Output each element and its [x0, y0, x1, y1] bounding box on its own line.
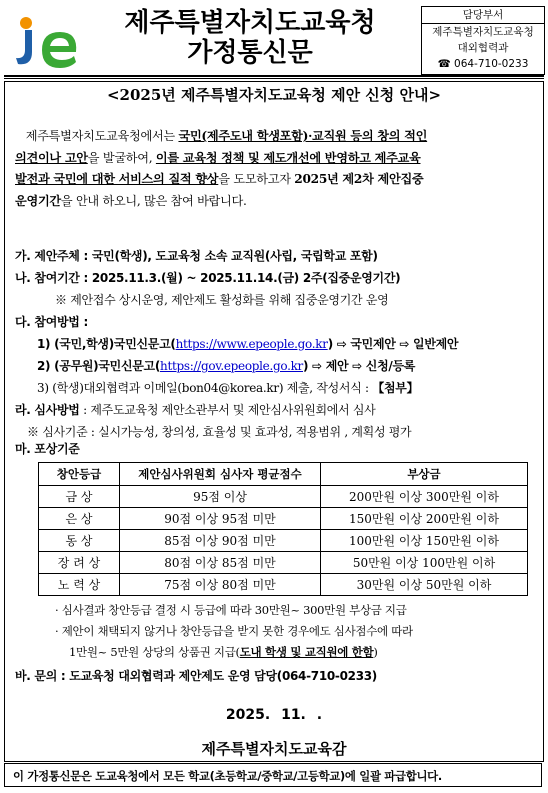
- item-text: 바. 문의 :: [15, 669, 70, 683]
- item-ba: [15, 667, 377, 684]
- note-3: [69, 644, 378, 660]
- intro-paragraph: [15, 126, 535, 212]
- table-cell: 30만원 이상 50만원 이하: [321, 574, 528, 596]
- item-text: : 제주도교육청 제안소관부서 및 제안심사위원회에서 심사: [79, 403, 376, 417]
- item-text: ) ⇨ 국민제안 ⇨ 일반제안: [327, 337, 459, 351]
- intro-text: 을 발굴하여,: [87, 150, 156, 165]
- item-text: 2025.11.3.(월) ~ 2025.11.14.(금) 2주(집중운영기간): [91, 271, 401, 285]
- item-da-2: [37, 357, 415, 374]
- table-cell: 장 려 상: [39, 552, 120, 574]
- table-cell: 200만원 이상 300만원 이하: [321, 486, 528, 508]
- table-cell: 노 력 상: [39, 574, 120, 596]
- intro-bold: 운영기간: [15, 193, 61, 208]
- note-2: · 제안이 채택되지 않거나 창안등급을 받지 못한 경우에도 심사점수에 따라: [55, 624, 413, 638]
- table-header: 제안심사위원회 심사자 평균점수: [120, 463, 321, 486]
- title-line-2: 가정통신문: [187, 38, 313, 68]
- item-da-3: [37, 379, 418, 396]
- header-rule-thin: [4, 78, 544, 79]
- document-title: [100, 8, 400, 68]
- table-cell: 은 상: [39, 508, 120, 530]
- table-row: [39, 486, 528, 508]
- item-text: 1만원~ 5만원 상당의 상품권 지급(: [69, 645, 240, 659]
- intro-text: 을 도모하고자: [218, 172, 295, 186]
- table-row: [39, 530, 528, 552]
- item-text: 도교육청 대외협력과 제안제도 운영 담당(064-710-0233): [69, 669, 377, 683]
- department-box: [421, 6, 545, 75]
- item-ma: [15, 440, 80, 457]
- department-org: 제주특별자치도교육청: [432, 26, 534, 38]
- table-cell: 80점 이상 85점 미만: [120, 552, 321, 574]
- issue-date: 2025. 11. .: [225, 707, 323, 723]
- table-cell: 85점 이상 90점 미만: [120, 530, 321, 552]
- table-cell: 150만원 이상 200만원 이하: [321, 508, 528, 530]
- notice-title: <2025년 제주특별자치도교육청 제안 신청 안내>: [106, 86, 442, 104]
- intro-text: 제주특별자치도교육청에서는: [25, 129, 179, 143]
- table-row: [39, 574, 528, 596]
- item-da-1: [37, 335, 458, 352]
- epeople-link[interactable]: https://www.epeople.go.kr: [175, 337, 328, 351]
- table-cell: 100만원 이상 150만원 이하: [321, 530, 528, 552]
- item-text: 나. 참여기간 :: [15, 271, 92, 285]
- table-row: [39, 552, 528, 574]
- phone-icon: ☎: [437, 58, 451, 70]
- item-da: [15, 313, 88, 330]
- notice-box: [4, 81, 544, 762]
- header: [4, 4, 544, 75]
- item-text: 가. 제안주체 :: [15, 249, 92, 263]
- header-rule-thick: [4, 75, 544, 77]
- table-cell: 50만원 이상 100만원 이하: [321, 552, 528, 574]
- prize-table: [38, 462, 528, 596]
- footer-notice: 이 가정통신문은 도교육청에서 모든 학교(초등학교/중학교/고등학교)에 일괄 파급합니다.: [4, 763, 542, 787]
- intro-highlight: 발전과 국민에 대한 서비스의 질적 향상: [15, 172, 219, 186]
- table-cell: 동 상: [39, 530, 120, 552]
- item-na-note: ※ 제안접수 상시운영, 제안제도 활성화를 위해 집중운영기간 운영: [55, 293, 389, 307]
- item-text: 라. 심사방법: [15, 403, 80, 417]
- item-text: ) ⇨ 제안 ⇨ 신청/등록: [303, 359, 416, 373]
- table-header: 창안등급: [39, 463, 120, 486]
- intro-highlight: 이를 교육청 정책 및 제도개선에 반영하고 제주교육: [155, 150, 421, 165]
- table-cell: 75점 이상 80점 미만: [120, 574, 321, 596]
- item-na: [15, 269, 400, 286]
- department-label: 담당부서: [422, 7, 544, 24]
- jeju-education-logo-icon: [12, 14, 82, 70]
- signature: 제주특별자치도교육감: [201, 740, 347, 758]
- page: [4, 4, 544, 789]
- table-row: [39, 508, 528, 530]
- item-ga: [15, 247, 378, 264]
- intro-highlight: 국민(제주도내 학생포함)·교직원 등의 창의 적인: [178, 129, 428, 143]
- item-text: 마. 포상기준: [15, 442, 80, 456]
- table-cell: 금 상: [39, 486, 120, 508]
- item-text: ): [373, 645, 378, 659]
- item-text: 다. 참여방법 :: [15, 315, 88, 329]
- item-text: 도내 학생 및 교직원에 한함: [239, 645, 374, 659]
- department-phone: [422, 56, 544, 72]
- item-text: 【첨부】: [372, 381, 419, 395]
- phone-number: 064-710-0233: [454, 58, 529, 70]
- item-ra-note: ※ 심사기준 : 실시가능성, 창의성, 효율성 및 효과성, 적용범위 , 계획성 평가: [27, 425, 412, 439]
- intro-text: 을 안내 하오니, 많은 참여 바랍니다.: [60, 193, 247, 208]
- table-header: 부상금: [321, 463, 528, 486]
- intro-highlight: 의견이나 고안: [15, 150, 88, 165]
- table-cell: 95점 이상: [120, 486, 321, 508]
- item-text: 국민(학생), 도교육청 소속 교직원(사립, 국립학교 포함): [91, 249, 378, 263]
- item-text: 2) (공무원)국민신문고(: [37, 359, 161, 373]
- table-header-row: [39, 463, 528, 486]
- note-1: · 심사결과 창안등급 결정 시 등급에 따라 30만원~ 300만원 부상금 지급: [55, 603, 407, 617]
- gov-epeople-link[interactable]: https://gov.epeople.go.kr: [160, 359, 303, 373]
- table-cell: 90점 이상 95점 미만: [120, 508, 321, 530]
- item-text: 1) (국민,학생)국민신문고(: [37, 337, 176, 351]
- title-line-1: 제주특별자치도교육청: [124, 8, 376, 38]
- item-ra: [15, 401, 375, 418]
- department-team: 대외협력과: [457, 42, 509, 54]
- intro-bold: 2025년 제2차 제안집중: [294, 172, 424, 186]
- item-text: 3) (학생)대외협력과 이메일(bon04@korea.kr) 제출, 작성서식 :: [37, 381, 373, 395]
